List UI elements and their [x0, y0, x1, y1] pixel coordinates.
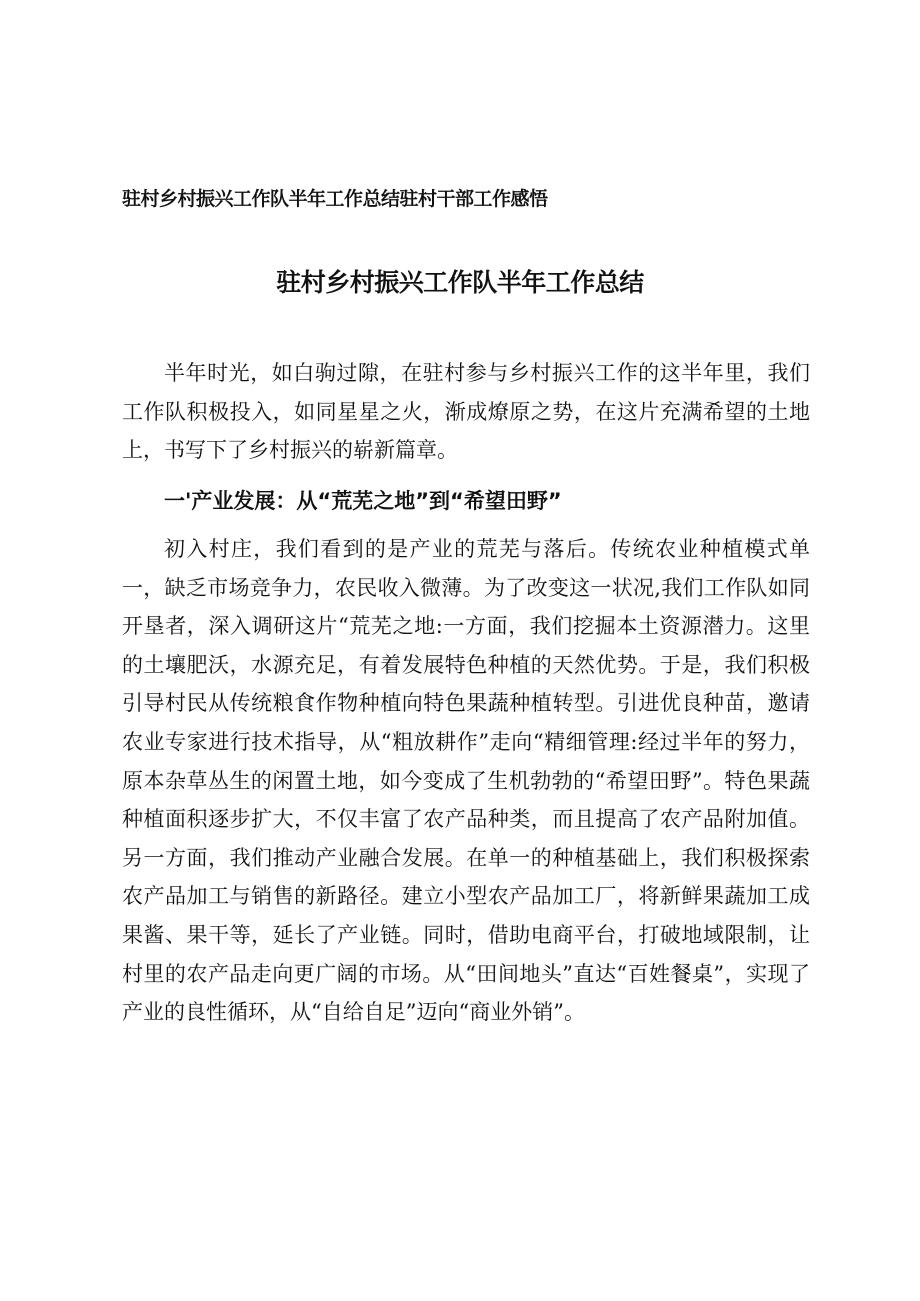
section-paragraph: 初入村庄，我们看到的是产业的荒芜与落后。传统农业种植模式单一，缺乏市场竞争力，农民收入微薄。为了改变这一状况,我们工作队如同开垦者，深入调研这片“荒芜之地:一方面，我们挖掘本土资源潜力。这里的土壤肥沃，水源充足，有着发展特色种植的天然优势。于是，我们积极引导村民从传统粮食作物种植向特色果蔬种植转型。引进优良种苗，邀请农业专家进行技术指导，从“粗放耕作”走向“精细管理:经过半年的努力，原本杂草丛生的闲置土地，如今变成了生机勃勃的“希望田野”。特色果蔬种植面积逐步扩大，不仅丰富了农产品种类，而且提高了农产品附加值。另一方面，我们推动产业融合发展。在单一的种植基础上，我们积极探索农产品加工与销售的新路径。建立小型农产品加工厂，将新鲜果蔬加工成果酱、果干等，延长了产业链。同时，借助电商平台，打破地域限制，让村里的农产品走向更广阔的市场。从“田间地头”直达“百姓餐桌”，实现了产业的良性循环，从“自给自足”迈向“商业外销”。: [122, 537, 810, 1025]
document-header: 驻村乡村振兴工作队半年工作总结驻村干部工作感悟: [122, 188, 548, 210]
intro-paragraph: 半年时光，如白驹过隙，在驻村参与乡村振兴工作的这半年里，我们工作队积极投入，如同星星之火，渐成燎原之势，在这片充满希望的土地上，书写下了乡村振兴的崭新篇章。: [122, 361, 810, 463]
document-title: 驻村乡村振兴工作队半年工作总结: [276, 268, 644, 297]
section-heading: 一'产业发展：从“荒芜之地”到“希望田野”: [164, 489, 562, 513]
